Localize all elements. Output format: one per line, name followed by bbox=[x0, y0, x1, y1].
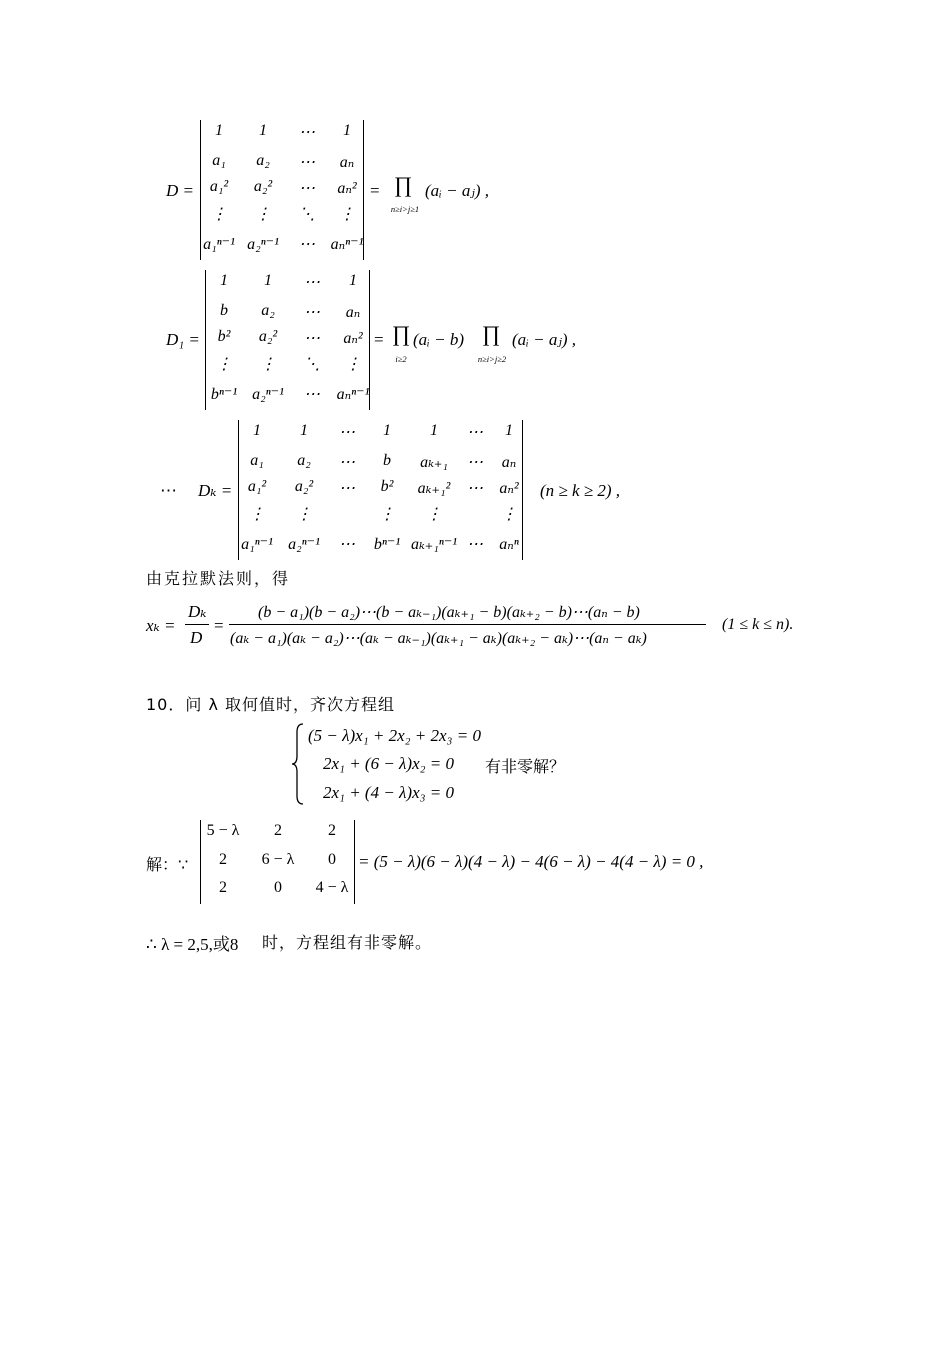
system-brace-icon bbox=[290, 722, 306, 806]
matrix-cell: ⋯ bbox=[467, 536, 483, 553]
matrix-cell: aₙ bbox=[345, 304, 361, 321]
matrix-cell: ⋮ bbox=[216, 356, 232, 373]
det-d1-product2-icon: ∏ bbox=[482, 321, 501, 346]
solution-eq: = bbox=[214, 616, 224, 635]
matrix-cell: a₁ⁿ⁻¹ bbox=[241, 536, 273, 553]
det-dk-prefix: ⋯ bbox=[160, 481, 177, 500]
matrix-cell: a₂ⁿ⁻¹ bbox=[247, 236, 279, 253]
answer-10-matrix bbox=[200, 820, 355, 904]
system-eq-2: 2x₁ + (6 − λ)x₂ = 0 bbox=[323, 754, 455, 773]
det-d-eq: = bbox=[370, 181, 380, 200]
matrix-cell: a₁ⁿ⁻¹ bbox=[203, 236, 235, 253]
matrix-cell: a₁ bbox=[250, 452, 264, 469]
matrix-cell: 5 − λ bbox=[206, 822, 240, 839]
matrix-cell: ⋯ bbox=[299, 154, 315, 171]
matrix-cell: aₙ bbox=[501, 454, 517, 471]
solution-frac2-den: (aₖ − a₁)(aₖ − a₂)⋯(aₖ − aₖ₋₁)(aₖ₊₁ − aₖ)(aₖ₊₂ − aₖ)⋯(aₙ − aₖ) bbox=[230, 630, 647, 647]
det-d1-product2-sub: n≥i>j≥2 bbox=[477, 354, 507, 364]
matrix-cell: ⋯ bbox=[304, 386, 320, 403]
det-d1-product1-sub: i≥2 bbox=[395, 354, 407, 364]
matrix-cell: b² bbox=[380, 478, 394, 495]
det-d1-term1: (aᵢ − b) bbox=[413, 330, 464, 349]
matrix-cell: ⋯ bbox=[339, 454, 355, 471]
matrix-cell: a₂ⁿ⁻¹ bbox=[252, 386, 284, 403]
det-d-rhs-term: (aᵢ − aⱼ) , bbox=[425, 181, 489, 200]
matrix-cell: ⋮ bbox=[211, 206, 227, 223]
matrix-cell: aₙⁿ bbox=[499, 536, 519, 553]
det-d1-product1-icon: ∏ bbox=[392, 321, 411, 346]
matrix-cell: 1 bbox=[343, 122, 351, 139]
det-d1-term2: (aᵢ − aⱼ) , bbox=[512, 330, 576, 349]
matrix-cell: ⋯ bbox=[304, 330, 320, 347]
matrix-cell: b bbox=[383, 452, 391, 469]
matrix-cell: ⋯ bbox=[299, 124, 315, 141]
matrix-cell: a₂ⁿ⁻¹ bbox=[288, 536, 320, 553]
det-d-product-icon: ∏ bbox=[394, 172, 413, 197]
matrix-cell: 2 bbox=[219, 851, 227, 868]
matrix-cell: aₙ bbox=[339, 154, 355, 171]
matrix-cell: a₂² bbox=[294, 478, 314, 495]
matrix-cell: 1 bbox=[215, 122, 223, 139]
system-eq-1: (5 − λ)x₁ + 2x₂ + 2x₃ = 0 bbox=[308, 726, 481, 745]
matrix-cell: 1 bbox=[430, 422, 438, 439]
matrix-cell: a₂ bbox=[297, 452, 311, 469]
matrix-cell: ⋯ bbox=[467, 424, 483, 441]
matrix-cell: ⋯ bbox=[467, 480, 483, 497]
matrix-cell: ⋯ bbox=[339, 424, 355, 441]
system-eq-3: 2x₁ + (4 − λ)x₃ = 0 bbox=[323, 783, 455, 802]
matrix-cell: a₁² bbox=[247, 478, 267, 495]
matrix-cell: 1 bbox=[220, 272, 228, 289]
matrix-cell: 1 bbox=[253, 422, 261, 439]
solution-frac2-num: (b − a₁)(b − a₂)⋯(b − aₖ₋₁)(aₖ₊₁ − b)(aₖ₊₂ − b)⋯(aₙ − b) bbox=[258, 604, 640, 621]
matrix-cell: 2 bbox=[274, 822, 282, 839]
cramer-rule-text: 由克拉默法则，得 bbox=[146, 569, 291, 588]
matrix-cell: aₖ₊₁ⁿ⁻¹ bbox=[410, 536, 458, 553]
matrix-cell: ⋮ bbox=[249, 506, 265, 523]
matrix-cell: b bbox=[220, 302, 228, 319]
det-d1-lhs: D₁ = bbox=[166, 330, 200, 349]
matrix-cell: ⋯ bbox=[339, 480, 355, 497]
matrix-cell: 6 − λ bbox=[261, 851, 295, 868]
matrix-cell: ⋯ bbox=[304, 304, 320, 321]
matrix-cell: a₁² bbox=[209, 178, 229, 195]
matrix-cell: 2 bbox=[328, 822, 336, 839]
matrix-cell: ⋮ bbox=[345, 356, 361, 373]
matrix-cell: 1 bbox=[300, 422, 308, 439]
matrix-cell: aₙⁿ⁻¹ bbox=[336, 386, 370, 403]
matrix-cell: ⋱ bbox=[299, 206, 315, 223]
matrix-cell: 4 − λ bbox=[315, 879, 349, 896]
matrix-cell: ⋮ bbox=[260, 356, 276, 373]
solution-frac1-line bbox=[185, 624, 209, 625]
det-d-matrix bbox=[200, 120, 364, 260]
matrix-cell: ⋮ bbox=[426, 506, 442, 523]
solution-lhs: xₖ = bbox=[146, 616, 176, 635]
matrix-cell: a₂² bbox=[258, 328, 278, 345]
matrix-cell: aₙ² bbox=[337, 180, 357, 197]
matrix-cell: ⋯ bbox=[339, 536, 355, 553]
matrix-cell: ⋮ bbox=[255, 206, 271, 223]
matrix-cell: ⋮ bbox=[296, 506, 312, 523]
solution-frac1-num: Dₖ bbox=[188, 602, 207, 621]
matrix-cell: a₂ bbox=[256, 152, 270, 169]
solution-range: (1 ≤ k ≤ n). bbox=[722, 616, 794, 633]
matrix-cell: a₁ bbox=[212, 152, 226, 169]
problem-10-label: 10．问 λ 取何值时，齐次方程组 bbox=[146, 695, 396, 714]
matrix-cell: 1 bbox=[505, 422, 513, 439]
answer-10-prefix: 解：∵ bbox=[146, 855, 189, 874]
matrix-cell: ⋯ bbox=[467, 454, 483, 471]
det-dk-condition: (n ≥ k ≥ 2) , bbox=[540, 481, 621, 500]
matrix-cell: aₙ² bbox=[499, 480, 519, 497]
matrix-cell: ⋱ bbox=[304, 356, 320, 373]
matrix-cell: 0 bbox=[328, 851, 336, 868]
system-question: 有非零解？ bbox=[485, 757, 566, 776]
matrix-cell: a₂ bbox=[261, 302, 275, 319]
matrix-cell: ⋯ bbox=[299, 180, 315, 197]
matrix-cell: ⋯ bbox=[304, 274, 320, 291]
det-d1-matrix bbox=[205, 270, 370, 410]
matrix-cell: 1 bbox=[383, 422, 391, 439]
matrix-cell: aₙⁿ⁻¹ bbox=[330, 236, 364, 253]
matrix-cell: 0 bbox=[274, 879, 282, 896]
conclusion-math: ∴ λ = 2,5,或8 bbox=[146, 935, 239, 954]
det-dk-matrix bbox=[238, 420, 523, 560]
matrix-cell: 1 bbox=[264, 272, 272, 289]
answer-10-rhs: = (5 − λ)(6 − λ)(4 − λ) − 4(6 − λ) − 4(4 − λ) = 0 , bbox=[358, 852, 704, 871]
matrix-cell: aₖ₊₁² bbox=[417, 480, 451, 497]
matrix-cell: 2 bbox=[219, 879, 227, 896]
solution-frac2-line bbox=[229, 624, 706, 625]
matrix-cell: ⋯ bbox=[299, 236, 315, 253]
det-d-lhs: D = bbox=[166, 181, 194, 200]
matrix-cell: 1 bbox=[259, 122, 267, 139]
matrix-cell: a₂² bbox=[253, 178, 273, 195]
conclusion-text: 时，方程组有非零解。 bbox=[262, 933, 433, 952]
det-dk-lhs: Dₖ = bbox=[198, 481, 233, 500]
matrix-cell: b² bbox=[217, 328, 231, 345]
solution-frac1-den: D bbox=[190, 628, 203, 647]
matrix-cell: ⋮ bbox=[339, 206, 355, 223]
matrix-cell: aₙ² bbox=[343, 330, 363, 347]
matrix-cell: aₖ₊₁ bbox=[420, 454, 448, 471]
matrix-cell: 1 bbox=[349, 272, 357, 289]
det-d1-eq: = bbox=[374, 330, 384, 349]
matrix-cell: ⋮ bbox=[501, 506, 517, 523]
matrix-cell: bⁿ⁻¹ bbox=[210, 386, 238, 403]
det-d-product-sub: n≥i>j≥1 bbox=[390, 204, 420, 214]
matrix-cell: bⁿ⁻¹ bbox=[373, 536, 401, 553]
matrix-cell: ⋮ bbox=[379, 506, 395, 523]
